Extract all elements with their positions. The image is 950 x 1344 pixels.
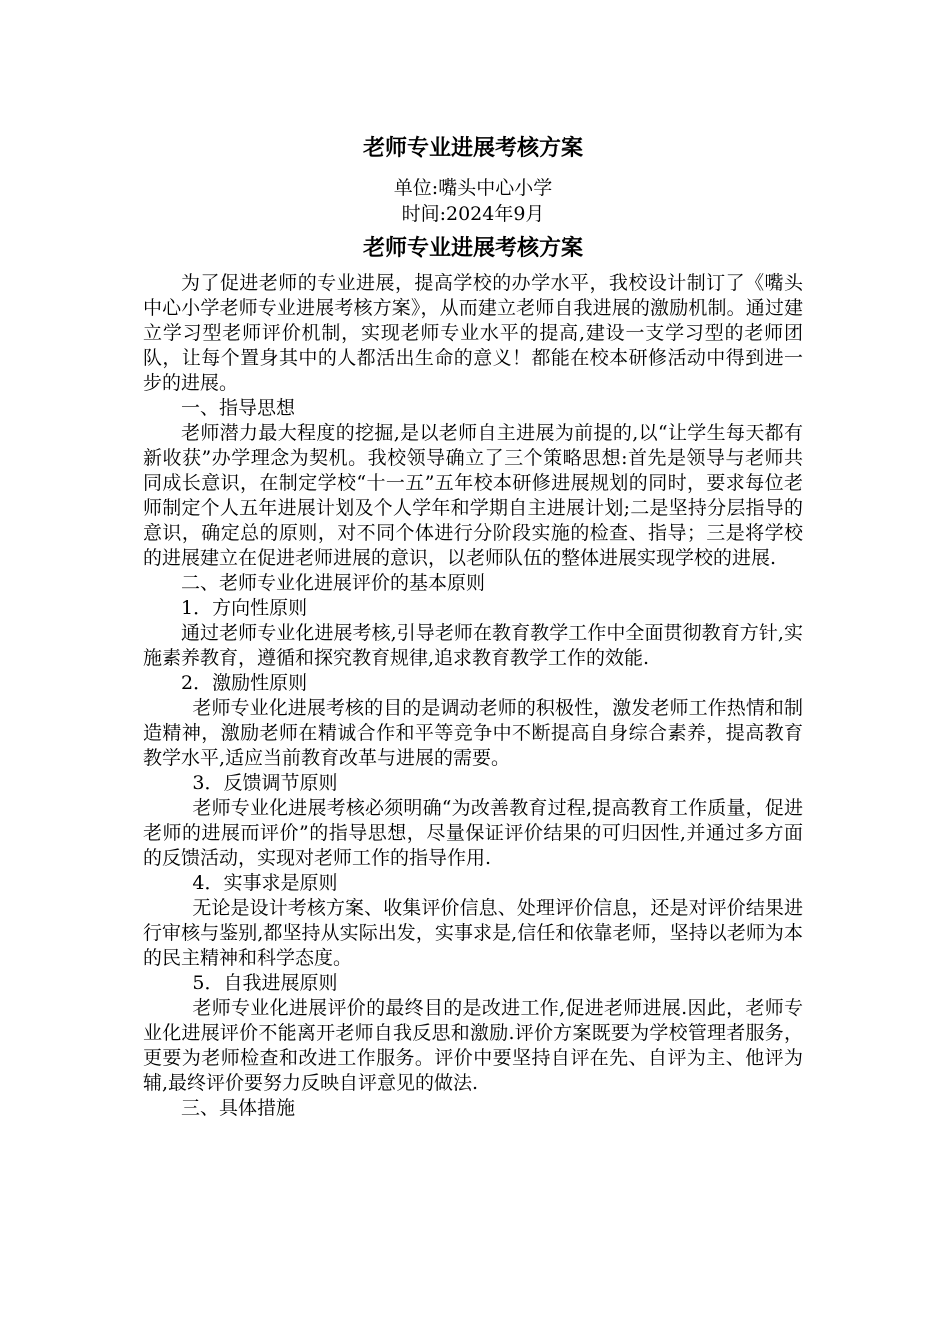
principle-label: 5．自我进展原则 bbox=[192, 972, 338, 994]
document-body bbox=[143, 271, 803, 1121]
document-title-repeat: 老师专业进展考核方案 bbox=[362, 236, 583, 261]
intro-paragraph: 为了促进老师的专业进展，提高学校的办学水平，我校设计制订了《嘴头中心小学老师专业进展考核方案》，从而建立老师自我进展的激励机制。通过建立学习型老师评价机制，实现老师专业水平的提高,建设一支学习型的老师团队，让每个置身其中的人都活出生命的意义！都能在校本研修活动中得到进一步的进展。 bbox=[143, 272, 803, 394]
unit-line: 单位:嘴头中心小学 bbox=[393, 177, 553, 199]
section-paragraph: 老师潜力最大程度的挖掘,是以老师自主进展为前提的,以“让学生每天都有新收获”办学理念为契机。我校领导确立了三个策略思想:首先是领导与老师共同成长意识，在制定学校“十一五”五年校本研修进展规划的同时，要求每位老师制定个人五年进展计划及个人学年和学期自主进展计划;二是坚持分层指导的意识，确定总的原则，对不同个体进行分阶段实施的检查、指导；三是将学校的进展建立在促进老师进展的意识，以老师队伍的整体进展实现学校的进展. bbox=[143, 422, 803, 569]
document-title: 老师专业进展考核方案 bbox=[362, 136, 583, 161]
section-heading: 二、老师专业化进展评价的基本原则 bbox=[181, 572, 486, 594]
principle-label: 4．实事求是原则 bbox=[192, 872, 338, 894]
principle-paragraph: 无论是设计考核方案、收集评价信息、处理评价信息，还是对评价结果进行审核与鉴别,都坚持从实际出发，实事求是,信任和依靠老师，坚持以老师为本的民主精神和科学态度。 bbox=[143, 897, 803, 969]
document-content bbox=[143, 133, 803, 1121]
principle-label: 2．激励性原则 bbox=[181, 672, 308, 694]
time-line: 时间:2024年9月 bbox=[401, 203, 545, 225]
section-heading: 三、具体措施 bbox=[181, 1097, 296, 1119]
principle-label: 3．反馈调节原则 bbox=[192, 772, 338, 794]
principle-paragraph: 老师专业化进展考核必须明确“为改善教育过程,提高教育工作质量，促进老师的进展而评价”的指导思想，尽量保证评价结果的可归因性,并通过多方面的反馈活动，实现对老师工作的指导作用. bbox=[143, 797, 803, 869]
principle-paragraph: 通过老师专业化进展考核,引导老师在教育教学工作中全面贯彻教育方针,实施素养教育，遵循和探究教育规律,追求教育教学工作的效能. bbox=[143, 622, 803, 669]
principle-paragraph: 老师专业化进展评价的最终目的是改进工作,促进老师进展.因此，老师专业化进展评价不能离开老师自我反思和激励.评价方案既要为学校管理者服务，更要为老师检查和改进工作服务。评价中要坚持自评在先、自评为主、他评为辅,最终评价要努力反映自评意见的做法. bbox=[143, 997, 803, 1094]
principle-paragraph: 老师专业化进展考核的目的是调动老师的积极性，激发老师工作热情和制造精神，激励老师在精诚合作和平等竞争中不断提高自身综合素养，提高教育教学水平,适应当前教育改革与进展的需要。 bbox=[143, 697, 803, 769]
section-heading: 一、指导思想 bbox=[181, 397, 296, 419]
principle-label: 1．方向性原则 bbox=[181, 597, 308, 619]
